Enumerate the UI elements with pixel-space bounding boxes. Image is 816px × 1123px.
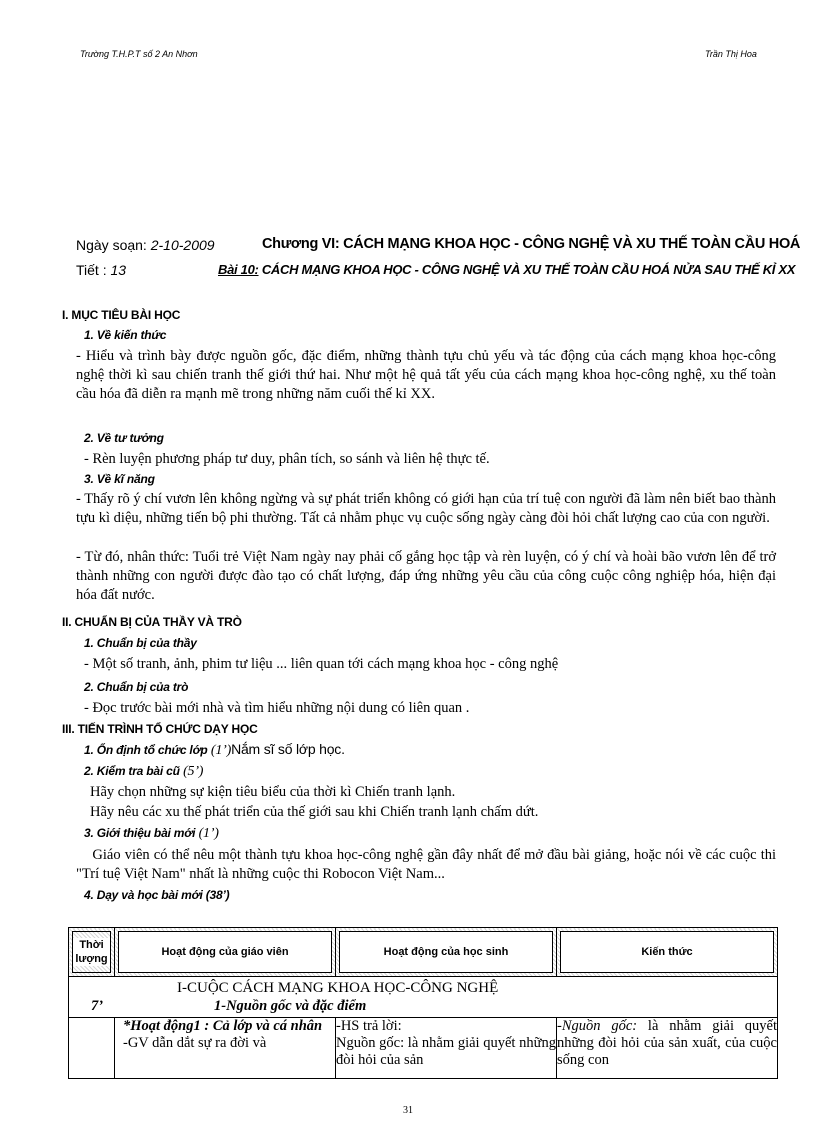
section-title-objectives: I. MỤC TIÊU BÀI HỌC: [62, 308, 181, 322]
header-cell-student: [336, 928, 557, 977]
review-question-2: Hãy nêu các xu thế phát triển của thế giới sau khi Chiến tranh lạnh chấm dứt.: [90, 804, 539, 820]
section-row-cell: [69, 977, 778, 1018]
paragraph-skills-2: - Từ đó, nhân thức: Tuổi trẻ Việt Nam ngày nay phải cố gắng học tập và rèn luyện, có ý chí và hoài bão vươn lên để trở thành những con người được đào tạo có chất lượng, đáp ứng những yêu cầu của công cuộc công nghiệp hóa, hiện đại hóa đất nước.: [76, 549, 776, 603]
step-review: [84, 764, 203, 780]
paragraph-teacher-prep: - Một số tranh, ảnh, phim tư liệu ... liên quan tới cách mạng khoa học - công nghệ: [84, 656, 559, 672]
paragraph-skills-1: - Thấy rõ ý chí vươn lên không ngừng và sự phát triển không có giới hạn của trí tuệ con người đã làm nên biết bao thành tựu kì diệu, những tiến bộ phi thường. Tất cả nhằm phục vụ cuộc sống ngày càng đòi hỏi chất lượng cao của con người.: [76, 491, 776, 526]
subsection-teacher-prep: 1. Chuẩn bị của thầy: [84, 636, 197, 650]
header-knowledge: Kiến thức: [560, 931, 774, 973]
subsection-knowledge: 1. Về kiến thức: [84, 328, 167, 342]
header-time: Thời lượng: [73, 938, 110, 966]
chapter-title: Chương VI: CÁCH MẠNG KHOA HỌC - CÔNG NGHỆ VÀ XU THẾ TOÀN CẦU HOÁ: [262, 236, 801, 252]
step3-label: 3. Giới thiệu bài mới: [84, 826, 196, 840]
knowledge-cell: [557, 1018, 778, 1079]
paragraph-introduction: Giáo viên có thể nêu một thành tựu khoa học-công nghệ gần đây nhất để mở đầu bài giảng, hoặc nói về các cuộc thi "Trí tuệ Việt Nam" nhất là những cuộc thi Robocon Việt Nam...: [76, 847, 780, 882]
period-value: 13: [110, 262, 127, 278]
period-row: [76, 262, 126, 278]
step-class-organization: [84, 741, 345, 759]
subsection-student-prep: 2. Chuẩn bị của trò: [84, 680, 189, 694]
date-value: 2-10-2009: [150, 237, 215, 253]
page-number: 31: [403, 1105, 413, 1116]
teacher-activity-text: -GV dẫn dắt sự ra đời và: [123, 1035, 267, 1051]
table-section-title: I-CUỘC CÁCH MẠNG KHOA HỌC-CÔNG NGHỆ: [177, 980, 499, 996]
paragraph-student-prep: - Đọc trước bài mới nhà và tìm hiểu những nội dung có liên quan .: [84, 700, 470, 716]
step1-time: (1’): [207, 743, 232, 758]
time-cell: [69, 1018, 115, 1079]
step3-time: (1’): [195, 826, 219, 841]
step2-label: 2. Kiểm tra bài cũ: [84, 764, 180, 778]
lesson-title: [218, 262, 795, 277]
step-introduction: [84, 826, 219, 842]
header-student-activity: Hoạt động của học sinh: [339, 931, 553, 973]
teacher-activity-cell: [115, 1018, 336, 1079]
table-time: 7’: [91, 998, 104, 1014]
subsection-attitude: 2. Về tư tưởng: [84, 431, 164, 445]
step-new-lesson: 4. Dạy và học bài mới (38’): [84, 888, 230, 902]
table-header-row: [69, 928, 778, 977]
review-question-1: Hãy chọn những sự kiện tiêu biểu của thời kì Chiến tranh lạnh.: [90, 784, 456, 800]
knowledge-label: -Nguồn gốc:: [557, 1018, 638, 1034]
paragraph-attitude: - Rèn luyện phương pháp tư duy, phân tích, so sánh và liên hệ thực tế.: [84, 451, 490, 467]
teacher-activity-label: *Hoạt động1 : Cả lớp và cá nhân: [123, 1018, 323, 1034]
table-row: [69, 1018, 778, 1079]
student-activity-line-2: Nguồn gốc: là nhằm giải quyết những đòi hỏi của sản: [336, 1035, 556, 1068]
step1-text: Nắm sĩ số lớp học.: [231, 741, 345, 757]
step1-label: 1. Ổn định tổ chức lớp: [84, 743, 208, 757]
section-title-process: III. TIẾN TRÌNH TỔ CHỨC DẠY HỌC: [62, 722, 258, 736]
lesson-title-text: CÁCH MẠNG KHOA HỌC - CÔNG NGHỆ VÀ XU THẾ TOÀN CẦU HOÁ NỬA SAU THẾ KỈ XX: [258, 262, 796, 277]
subsection-skills: 3. Về kĩ năng: [84, 472, 155, 486]
period-label: Tiết :: [76, 262, 107, 278]
student-activity-cell: [336, 1018, 557, 1079]
lesson-table: [68, 927, 778, 1079]
table-section-row: [69, 977, 778, 1018]
step2-time: (5’): [179, 764, 204, 779]
date-label: Ngày soạn:: [76, 237, 147, 253]
section-title-preparation: II. CHUẨN BỊ CỦA THẦY VÀ TRÒ: [62, 615, 242, 629]
student-activity-line-1: -HS trả lời:: [336, 1018, 402, 1034]
knowledge-text: là nhằm giải quyết những đòi hỏi của sản xuất, của cuộc sống con: [557, 1018, 778, 1068]
header-teacher-activity: Hoạt động của giáo viên: [118, 931, 332, 973]
date-row: [76, 237, 215, 253]
lesson-prefix: Bài 10:: [218, 262, 259, 277]
header-cell-knowledge: [557, 928, 778, 977]
header-cell-time: [69, 928, 115, 977]
table-subtitle: 1-Nguồn gốc và đặc điểm: [214, 998, 367, 1014]
header-cell-teacher: [115, 928, 336, 977]
paragraph-knowledge: - Hiểu và trình bày được nguồn gốc, đặc điểm, những thành tựu chủ yếu và tác động của cách mạng khoa học-công nghệ thời kì sau chiến tranh thế giới thứ hai. Như một hệ quả tất yếu của cách mạng khoa học-công nghệ, xu thế toàn cầu hóa đã diễn ra mạnh mẽ trong những năm cuối thế kỉ XX.: [76, 348, 776, 402]
header-teacher: Trần Thị Hoa: [705, 49, 757, 59]
header-school: Trường T.H.P.T số 2 An Nhơn: [80, 49, 198, 59]
